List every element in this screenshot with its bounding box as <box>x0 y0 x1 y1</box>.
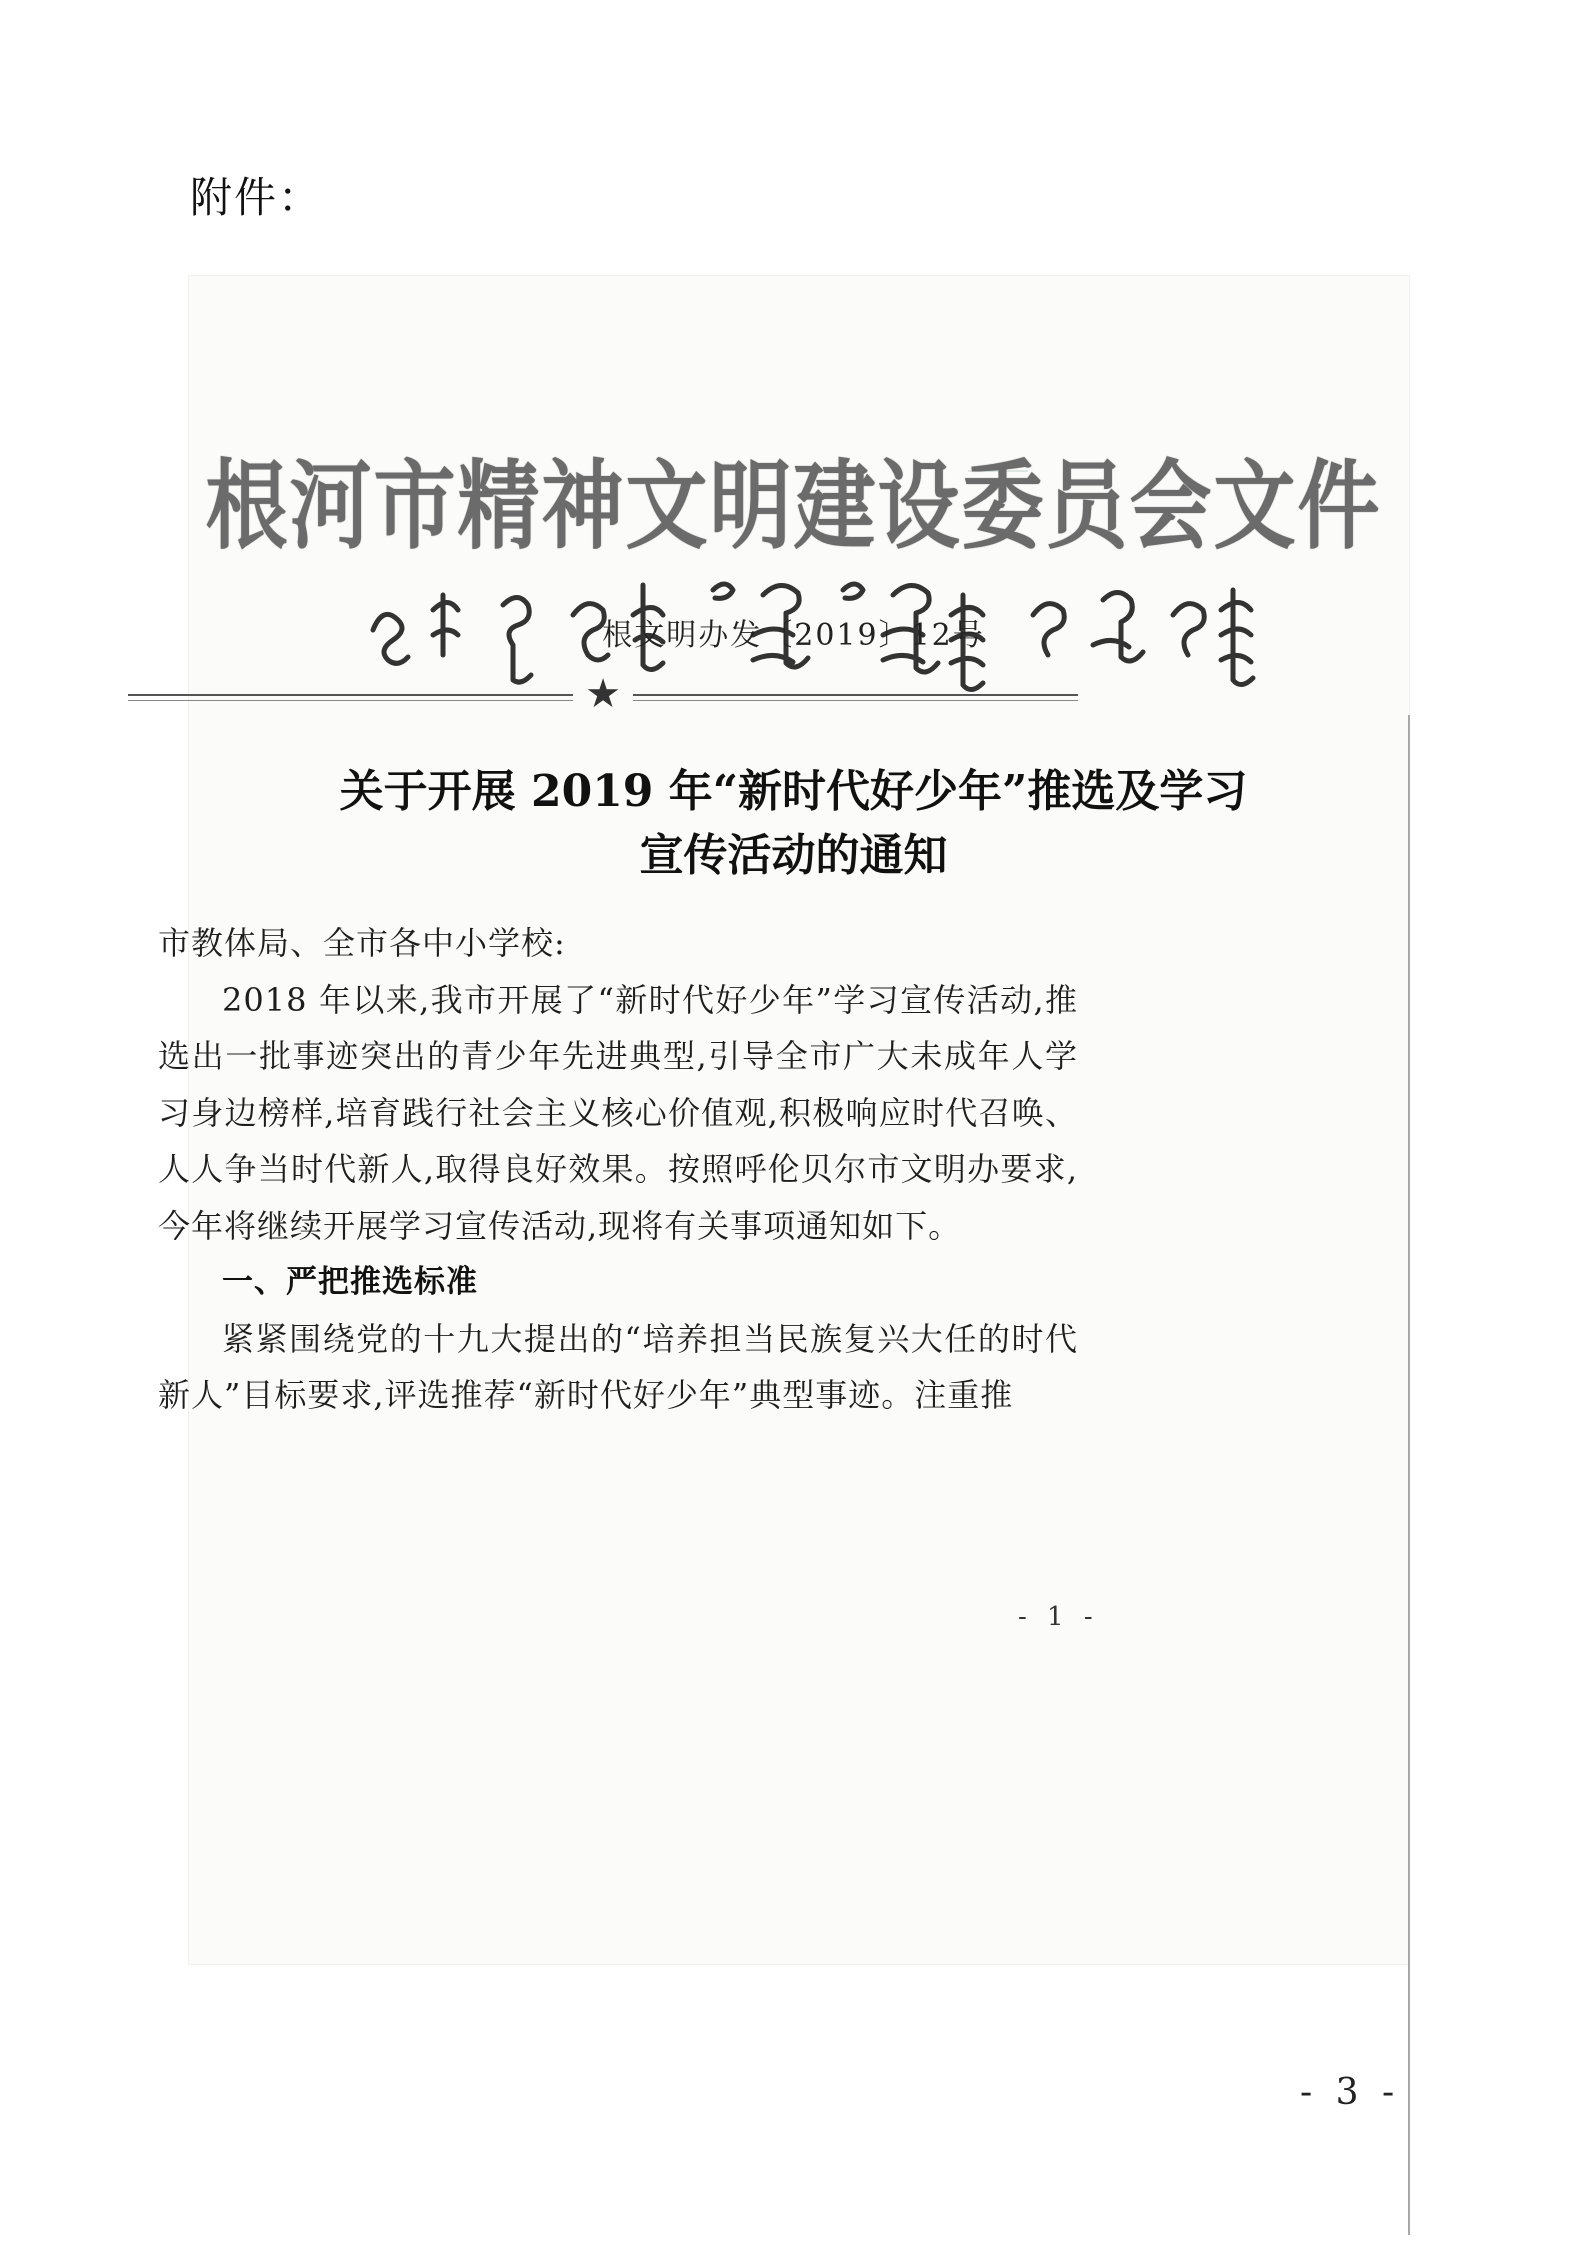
scan-edge-line <box>1408 715 1410 2235</box>
notice-title <box>0 760 1587 888</box>
paragraph: 2018 年以来,我市开展了“新时代好少年”学习宣传活动,推选出一批事迹突出的青少年先进典型,引导全市广大未成年人学习身边榜样,培育践行社会主义核心价值观,积极响应时代召唤、人人争当时代新人,取得良好效果。按照呼伦贝尔市文明办要求,今年将继续开展学习宣传活动,现将有关事项通知如下。 <box>158 980 1078 1245</box>
rule-left-divider <box>128 694 573 701</box>
rule-right-divider <box>633 694 1078 701</box>
section-heading: 一、严把推选标准 <box>222 1264 478 1300</box>
outer-page-number: - 3 - <box>1300 2072 1401 2113</box>
attachment-label: 附件： <box>190 173 323 222</box>
paragraph: 紧紧围绕党的十九大提出的“培养担当民族复兴大任的时代新人”目标要求,评选推荐“新时代好少年”典型事迹。注重推 <box>158 1319 1078 1414</box>
document-body <box>158 915 1078 1424</box>
notice-title-line1: 关于开展 2019 年“新时代好少年”推选及学习 <box>339 766 1248 817</box>
star-icon: ★ <box>585 671 621 717</box>
inner-page-number: - 1 - <box>1018 1602 1099 1632</box>
notice-title-line2: 宣传活动的通知 <box>639 830 948 881</box>
issuer-title: 根河市精神文明建设委员会文件 <box>205 451 1382 564</box>
document-number: 根文明办发〔2019〕12号 <box>602 618 985 653</box>
red-header-rule <box>128 671 1078 720</box>
addressee: 市教体局、全市各中小学校: <box>158 924 566 962</box>
